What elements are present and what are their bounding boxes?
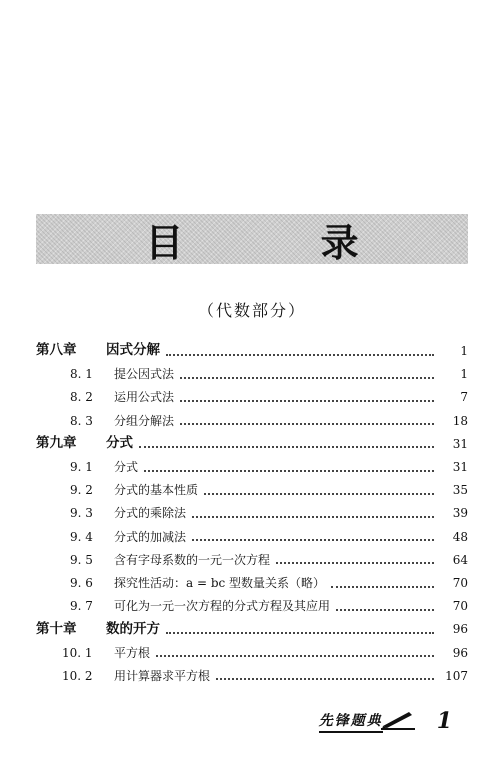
toc-number: 9. 1: [70, 460, 93, 474]
toc-leader-dots: [139, 445, 434, 448]
toc-leader-dots: [166, 631, 434, 634]
toc-leader-dots: [180, 376, 434, 379]
toc-section-row: [0, 456, 504, 478]
toc-number: 9. 6: [70, 576, 93, 590]
toc-title: 探究性活动：a = bc 型数量关系（略）: [114, 576, 326, 590]
toc-page-number: 48: [452, 529, 468, 544]
toc-number: 第八章: [36, 342, 77, 359]
toc-chapter-row: [0, 433, 504, 455]
toc-number: 8. 3: [70, 413, 93, 428]
toc-page-number: 31: [452, 436, 468, 451]
toc-title: 可化为一元一次方程的分式方程及其应用: [114, 599, 331, 614]
toc-number: 9. 2: [70, 483, 93, 498]
toc-title: 分式: [114, 460, 139, 474]
toc-leader-dots: [192, 538, 434, 541]
toc-number: 8. 2: [70, 390, 93, 405]
toc-title: 运用公式法: [114, 390, 175, 405]
toc-section-row: [0, 595, 504, 617]
toc-leader-dots: [180, 422, 434, 425]
footer-brand: 先锋题典: [319, 710, 383, 733]
toc-number: 10. 2: [62, 668, 93, 683]
toc-page-number: 96: [452, 622, 468, 637]
toc-section-row: [0, 549, 504, 571]
toc-title: 数的开方: [106, 620, 160, 637]
toc-title: 含有字母系数的一元一次方程: [114, 552, 271, 567]
toc-section-row: [0, 363, 504, 385]
toc-section-row: [0, 572, 504, 594]
toc-leader-dots: [276, 561, 434, 564]
toc-title: 提公因式法: [114, 367, 175, 382]
toc-title: 分式的基本性质: [114, 483, 199, 498]
toc-section-row: [0, 410, 504, 432]
toc-page-number: 7: [460, 390, 468, 405]
toc-leader-dots: [144, 469, 434, 472]
toc-number: 10. 1: [62, 645, 93, 660]
toc-chapter-row: [0, 618, 504, 640]
toc-section-row: [0, 526, 504, 548]
toc-number: 9. 5: [70, 552, 93, 567]
toc-page-number: 96: [452, 645, 468, 660]
toc-page-number: 35: [452, 483, 468, 498]
toc-section-row: [0, 642, 504, 664]
toc-number: 9. 7: [70, 599, 93, 614]
toc-leader-dots: [336, 608, 434, 611]
toc-page-number: 1: [460, 344, 468, 358]
pen-icon: [381, 708, 415, 730]
toc-section-row: [0, 386, 504, 408]
toc-number: 第十章: [36, 620, 77, 637]
toc-title: 平方根: [114, 645, 151, 660]
toc-title: 用计算器求平方根: [114, 668, 211, 683]
toc-leader-dots: [331, 585, 434, 588]
title-banner: [36, 214, 468, 264]
footer: [319, 708, 452, 734]
toc-title: 分式: [106, 435, 133, 452]
toc-leader-dots: [180, 399, 434, 402]
toc-page-number: 107: [445, 668, 468, 683]
subtitle: （代数部分）: [197, 301, 306, 320]
page-title: 目 录: [145, 220, 421, 265]
toc-page-number: 1: [460, 367, 468, 382]
toc-page-number: 64: [452, 552, 468, 567]
toc-chapter-row: [0, 340, 504, 362]
toc-leader-dots: [204, 492, 434, 495]
toc-page-number: 31: [452, 460, 468, 474]
toc-leader-dots: [166, 353, 434, 356]
toc-section-row: [0, 502, 504, 524]
toc-page-number: 70: [452, 599, 468, 614]
toc-page-number: 70: [452, 576, 468, 590]
toc-page-number: 39: [452, 506, 468, 521]
toc-number: 9. 4: [70, 529, 93, 544]
toc-number: 8. 1: [70, 367, 93, 382]
toc-page-number: 18: [452, 413, 468, 428]
toc-section-row: [0, 479, 504, 501]
toc-number: 9. 3: [70, 506, 93, 521]
toc-title: 因式分解: [106, 342, 160, 359]
toc-section-row: [0, 665, 504, 687]
toc-number: 第九章: [36, 435, 77, 452]
toc-title: 分式的乘除法: [114, 506, 187, 521]
toc-leader-dots: [192, 515, 434, 518]
toc-leader-dots: [216, 677, 434, 680]
toc-title: 分组分解法: [114, 413, 175, 428]
footer-page-number: 1: [436, 708, 452, 734]
toc-title: 分式的加减法: [114, 529, 187, 544]
toc-leader-dots: [156, 654, 434, 657]
